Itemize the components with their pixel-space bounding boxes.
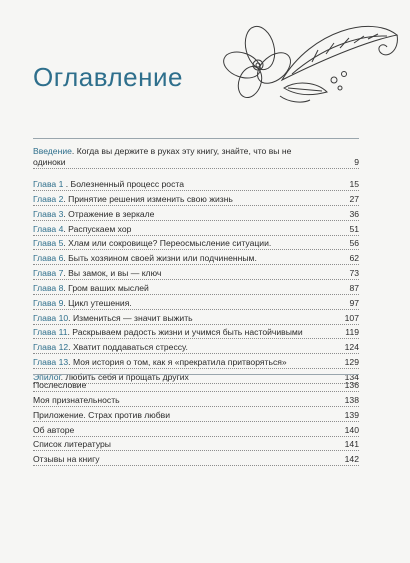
chapter-number: Глава 12 xyxy=(33,342,69,353)
top-divider xyxy=(33,138,359,139)
chapter-number: Глава 3 xyxy=(33,208,64,219)
toc-entry xyxy=(33,223,359,236)
chapter-page: 119 xyxy=(345,327,359,338)
chapter-number: Глава 11 xyxy=(33,327,68,338)
toc-entry xyxy=(33,193,359,206)
back-matter-page: 139 xyxy=(344,409,359,420)
toc-entry xyxy=(33,379,359,392)
intro-line-1 xyxy=(33,146,359,156)
toc-back-matter xyxy=(33,379,359,468)
chapter-number: Глава 13 xyxy=(33,357,69,368)
intro-prefix: Введение xyxy=(33,146,72,156)
chapter-page: 107 xyxy=(344,312,359,323)
back-matter-title: Послесловие xyxy=(33,380,87,390)
chapter-page: 97 xyxy=(349,297,359,308)
chapter-number: Глава 5 xyxy=(33,238,64,249)
back-matter-page: 142 xyxy=(344,454,359,465)
chapter-title: . Распускаем хор xyxy=(63,223,132,234)
back-matter-page: 136 xyxy=(344,380,359,390)
toc-entry xyxy=(33,208,359,221)
chapter-page: 62 xyxy=(349,253,359,264)
intro-page: 9 xyxy=(354,157,359,167)
page-title: Оглавление xyxy=(33,62,183,92)
toc-entry xyxy=(33,297,359,310)
chapter-page: 27 xyxy=(349,193,359,204)
toc-entry xyxy=(33,312,359,325)
chapter-title: . Отражение в зеркале xyxy=(63,208,155,219)
chapter-number: Глава 1 xyxy=(33,179,64,189)
chapter-number: Глава 8 xyxy=(33,282,64,293)
back-matter-title: Список литературы xyxy=(33,439,111,450)
chapter-page: 124 xyxy=(344,342,359,353)
back-matter-title: Отзывы на книгу xyxy=(33,454,100,465)
toc-entry xyxy=(33,341,359,354)
chapter-number: Эпилог xyxy=(33,371,61,382)
chapter-number: Глава 7 xyxy=(33,268,64,279)
chapter-title: . Измениться — значит выжить xyxy=(68,312,193,323)
intro-line-2-text: одиноки xyxy=(33,157,66,167)
back-matter-title: Приложение. Страх против любви xyxy=(33,409,171,420)
toc-entry xyxy=(33,356,359,369)
chapter-title: . Цикл утешения. xyxy=(63,297,132,308)
toc-intro xyxy=(33,146,359,171)
chapter-number: Глава 6 xyxy=(33,253,64,264)
chapter-number: Глава 9 xyxy=(33,297,64,308)
toc-entry xyxy=(33,178,359,191)
toc-entry xyxy=(33,252,359,265)
toc-entry xyxy=(33,394,359,407)
chapter-page: 73 xyxy=(349,268,359,279)
chapter-title: . Раскрываем радость жизни и учимся быть настойчивыми xyxy=(67,327,303,338)
back-matter-title: Моя признательность xyxy=(33,394,120,405)
toc-entry xyxy=(33,409,359,422)
chapter-page: 36 xyxy=(349,208,359,219)
toc-entry xyxy=(33,326,359,339)
chapter-title: . Хватит поддаваться стрессу. xyxy=(68,342,188,353)
toc-entry xyxy=(33,438,359,451)
toc-entry xyxy=(33,282,359,295)
chapter-title: . Моя история о том, как я «прекратила притворяться» xyxy=(68,357,287,368)
toc-chapters xyxy=(33,178,359,386)
chapter-page: 15 xyxy=(349,179,359,189)
back-matter-page: 140 xyxy=(344,424,359,435)
chapter-number: Глава 2 xyxy=(33,193,64,204)
chapter-title: . Любить себя и прощать других xyxy=(60,371,189,382)
chapter-page: 87 xyxy=(349,282,359,293)
chapter-page: 51 xyxy=(349,223,359,234)
chapter-title: . Вы замок, и вы — ключ xyxy=(63,268,162,279)
back-matter-page: 141 xyxy=(344,439,359,450)
intro-line-2 xyxy=(33,156,359,169)
flower-leaf-ornament-icon xyxy=(222,10,402,105)
chapter-title: . Принятие решения изменить свою жизнь xyxy=(63,193,233,204)
toc-entry xyxy=(33,424,359,437)
toc-entry xyxy=(33,453,359,466)
toc-entry xyxy=(33,237,359,250)
chapter-title: . Гром ваших мыслей xyxy=(63,282,149,293)
chapter-page: 129 xyxy=(344,357,359,368)
chapter-number: Глава 10 xyxy=(33,312,69,323)
intro-line-1-text: . Когда вы держите в руках эту книгу, знайте, что вы не xyxy=(71,146,292,156)
back-matter-title: Об авторе xyxy=(33,424,75,435)
chapter-title: . Хлам или сокровище? Переосмысление ситуации. xyxy=(63,238,272,249)
middle-divider xyxy=(33,374,359,375)
chapter-page: 56 xyxy=(349,238,359,249)
back-matter-page: 138 xyxy=(344,394,359,405)
chapter-page: 134 xyxy=(344,371,359,382)
toc-entry xyxy=(33,267,359,280)
chapter-title: . Болезненный процесс роста xyxy=(63,179,184,189)
chapter-title: . Быть хозяином своей жизни или подчиненным. xyxy=(63,253,257,264)
chapter-number: Глава 4 xyxy=(33,223,64,234)
